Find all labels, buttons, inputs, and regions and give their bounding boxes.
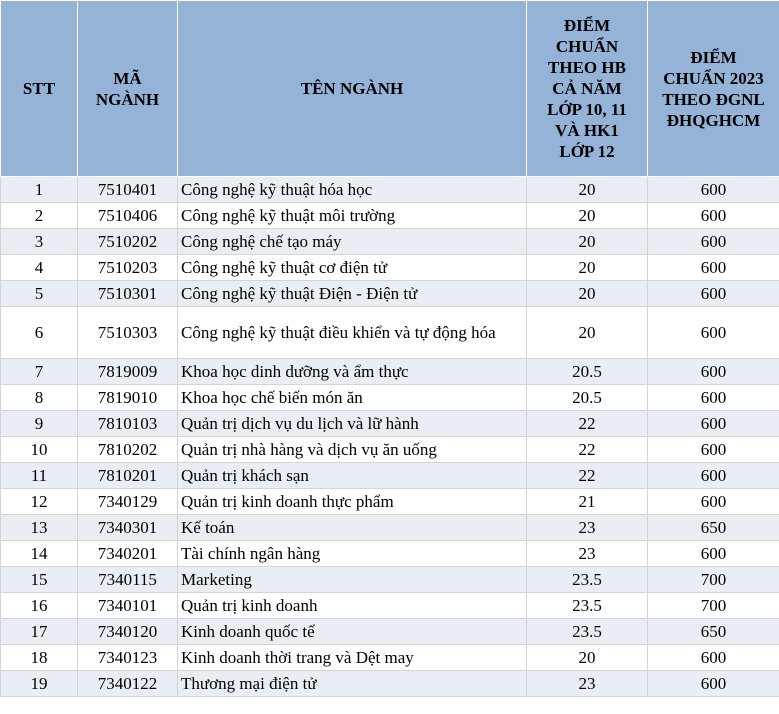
cell-hb-score: 23 xyxy=(527,671,648,697)
header-row xyxy=(1,1,779,177)
cell-stt: 9 xyxy=(1,411,78,437)
table-row xyxy=(1,359,779,385)
table-row xyxy=(1,437,779,463)
cell-stt: 14 xyxy=(1,541,78,567)
table-row xyxy=(1,385,779,411)
cell-dgnl-score: 650 xyxy=(648,619,779,645)
cell-major-name: Khoa học chế biến món ăn xyxy=(178,385,527,411)
cell-major-code: 7340123 xyxy=(78,645,178,671)
cell-hb-score: 20 xyxy=(527,203,648,229)
table-row xyxy=(1,671,779,697)
cell-stt: 17 xyxy=(1,619,78,645)
table-row xyxy=(1,567,779,593)
cell-stt: 1 xyxy=(1,177,78,203)
cell-major-name: Công nghệ chế tạo máy xyxy=(178,229,527,255)
cell-major-name: Quản trị kinh doanh xyxy=(178,593,527,619)
table-row xyxy=(1,203,779,229)
cell-hb-score: 22 xyxy=(527,437,648,463)
cell-hb-score: 20 xyxy=(527,307,648,359)
cell-major-code: 7510406 xyxy=(78,203,178,229)
cell-hb-score: 20 xyxy=(527,229,648,255)
cell-dgnl-score: 600 xyxy=(648,203,779,229)
cell-dgnl-score: 600 xyxy=(648,177,779,203)
cell-stt: 8 xyxy=(1,385,78,411)
cell-major-name: Công nghệ kỹ thuật điều khiển và tự động hóa xyxy=(178,307,527,359)
cell-major-code: 7340122 xyxy=(78,671,178,697)
cell-hb-score: 20.5 xyxy=(527,385,648,411)
cell-stt: 13 xyxy=(1,515,78,541)
cell-major-code: 7810201 xyxy=(78,463,178,489)
table-row xyxy=(1,463,779,489)
cell-stt: 12 xyxy=(1,489,78,515)
cell-hb-score: 23.5 xyxy=(527,567,648,593)
cell-major-code: 7510203 xyxy=(78,255,178,281)
cell-stt: 19 xyxy=(1,671,78,697)
cell-stt: 11 xyxy=(1,463,78,489)
cell-hb-score: 20.5 xyxy=(527,359,648,385)
table-row xyxy=(1,229,779,255)
cell-major-code: 7510301 xyxy=(78,281,178,307)
cell-dgnl-score: 600 xyxy=(648,307,779,359)
header-dgnl-score: ĐIỂM CHUẨN 2023 THEO ĐGNL ĐHQGHCM xyxy=(648,1,779,177)
cell-hb-score: 23 xyxy=(527,515,648,541)
cell-major-name: Công nghệ kỹ thuật hóa học xyxy=(178,177,527,203)
table-row xyxy=(1,307,779,359)
cell-hb-score: 20 xyxy=(527,255,648,281)
table-row xyxy=(1,177,779,203)
cell-major-name: Thương mại điện tử xyxy=(178,671,527,697)
cell-dgnl-score: 600 xyxy=(648,411,779,437)
cell-stt: 7 xyxy=(1,359,78,385)
cell-major-code: 7810103 xyxy=(78,411,178,437)
cell-hb-score: 23.5 xyxy=(527,619,648,645)
cell-major-code: 7510303 xyxy=(78,307,178,359)
cell-dgnl-score: 600 xyxy=(648,489,779,515)
cell-major-name: Công nghệ kỹ thuật môi trường xyxy=(178,203,527,229)
cell-dgnl-score: 600 xyxy=(648,229,779,255)
cell-major-name: Kế toán xyxy=(178,515,527,541)
cell-dgnl-score: 650 xyxy=(648,515,779,541)
cell-major-name: Tài chính ngân hàng xyxy=(178,541,527,567)
cell-hb-score: 20 xyxy=(527,281,648,307)
table-row xyxy=(1,515,779,541)
cell-major-code: 7340129 xyxy=(78,489,178,515)
cell-hb-score: 22 xyxy=(527,463,648,489)
cell-dgnl-score: 600 xyxy=(648,437,779,463)
cell-major-code: 7340115 xyxy=(78,567,178,593)
cell-major-name: Quản trị nhà hàng và dịch vụ ăn uống xyxy=(178,437,527,463)
header-major-name: TÊN NGÀNH xyxy=(178,1,527,177)
cell-dgnl-score: 600 xyxy=(648,541,779,567)
cell-dgnl-score: 600 xyxy=(648,463,779,489)
table-row xyxy=(1,255,779,281)
cell-major-name: Kinh doanh quốc tế xyxy=(178,619,527,645)
cell-stt: 16 xyxy=(1,593,78,619)
table-row xyxy=(1,645,779,671)
cell-major-name: Công nghệ kỹ thuật cơ điện tử xyxy=(178,255,527,281)
cell-major-name: Khoa học dinh dưỡng và ẩm thực xyxy=(178,359,527,385)
cell-stt: 4 xyxy=(1,255,78,281)
cell-major-name: Marketing xyxy=(178,567,527,593)
cell-dgnl-score: 600 xyxy=(648,385,779,411)
cell-dgnl-score: 600 xyxy=(648,671,779,697)
cell-hb-score: 21 xyxy=(527,489,648,515)
cell-dgnl-score: 600 xyxy=(648,359,779,385)
cell-hb-score: 23.5 xyxy=(527,593,648,619)
table-row xyxy=(1,593,779,619)
cell-hb-score: 20 xyxy=(527,645,648,671)
table-row xyxy=(1,489,779,515)
table-row xyxy=(1,619,779,645)
cell-hb-score: 23 xyxy=(527,541,648,567)
cell-major-name: Quản trị dịch vụ du lịch và lữ hành xyxy=(178,411,527,437)
cell-major-name: Công nghệ kỹ thuật Điện - Điện tử xyxy=(178,281,527,307)
cell-major-code: 7510401 xyxy=(78,177,178,203)
table-row xyxy=(1,411,779,437)
table-row xyxy=(1,541,779,567)
cell-hb-score: 22 xyxy=(527,411,648,437)
header-major-code: MÃ NGÀNH xyxy=(78,1,178,177)
cell-major-code: 7340101 xyxy=(78,593,178,619)
cell-stt: 3 xyxy=(1,229,78,255)
cell-dgnl-score: 600 xyxy=(648,255,779,281)
cell-major-name: Quản trị kinh doanh thực phẩm xyxy=(178,489,527,515)
cell-stt: 5 xyxy=(1,281,78,307)
header-stt: STT xyxy=(1,1,78,177)
table-row xyxy=(1,281,779,307)
header-hb-score: ĐIỂM CHUẨN THEO HB CẢ NĂM LỚP 10, 11 VÀ HK1 LỚP 12 xyxy=(527,1,648,177)
cell-major-code: 7340201 xyxy=(78,541,178,567)
table-body xyxy=(1,177,779,697)
cell-stt: 18 xyxy=(1,645,78,671)
cell-major-code: 7819010 xyxy=(78,385,178,411)
cell-dgnl-score: 600 xyxy=(648,281,779,307)
cell-dgnl-score: 700 xyxy=(648,567,779,593)
cell-major-code: 7819009 xyxy=(78,359,178,385)
cell-major-name: Kinh doanh thời trang và Dệt may xyxy=(178,645,527,671)
cell-major-code: 7340301 xyxy=(78,515,178,541)
cell-stt: 10 xyxy=(1,437,78,463)
cell-hb-score: 20 xyxy=(527,177,648,203)
cell-major-code: 7810202 xyxy=(78,437,178,463)
cell-dgnl-score: 600 xyxy=(648,645,779,671)
cell-major-code: 7340120 xyxy=(78,619,178,645)
cell-dgnl-score: 700 xyxy=(648,593,779,619)
cell-stt: 6 xyxy=(1,307,78,359)
cell-stt: 15 xyxy=(1,567,78,593)
cell-major-name: Quản trị khách sạn xyxy=(178,463,527,489)
cell-stt: 2 xyxy=(1,203,78,229)
cell-major-code: 7510202 xyxy=(78,229,178,255)
